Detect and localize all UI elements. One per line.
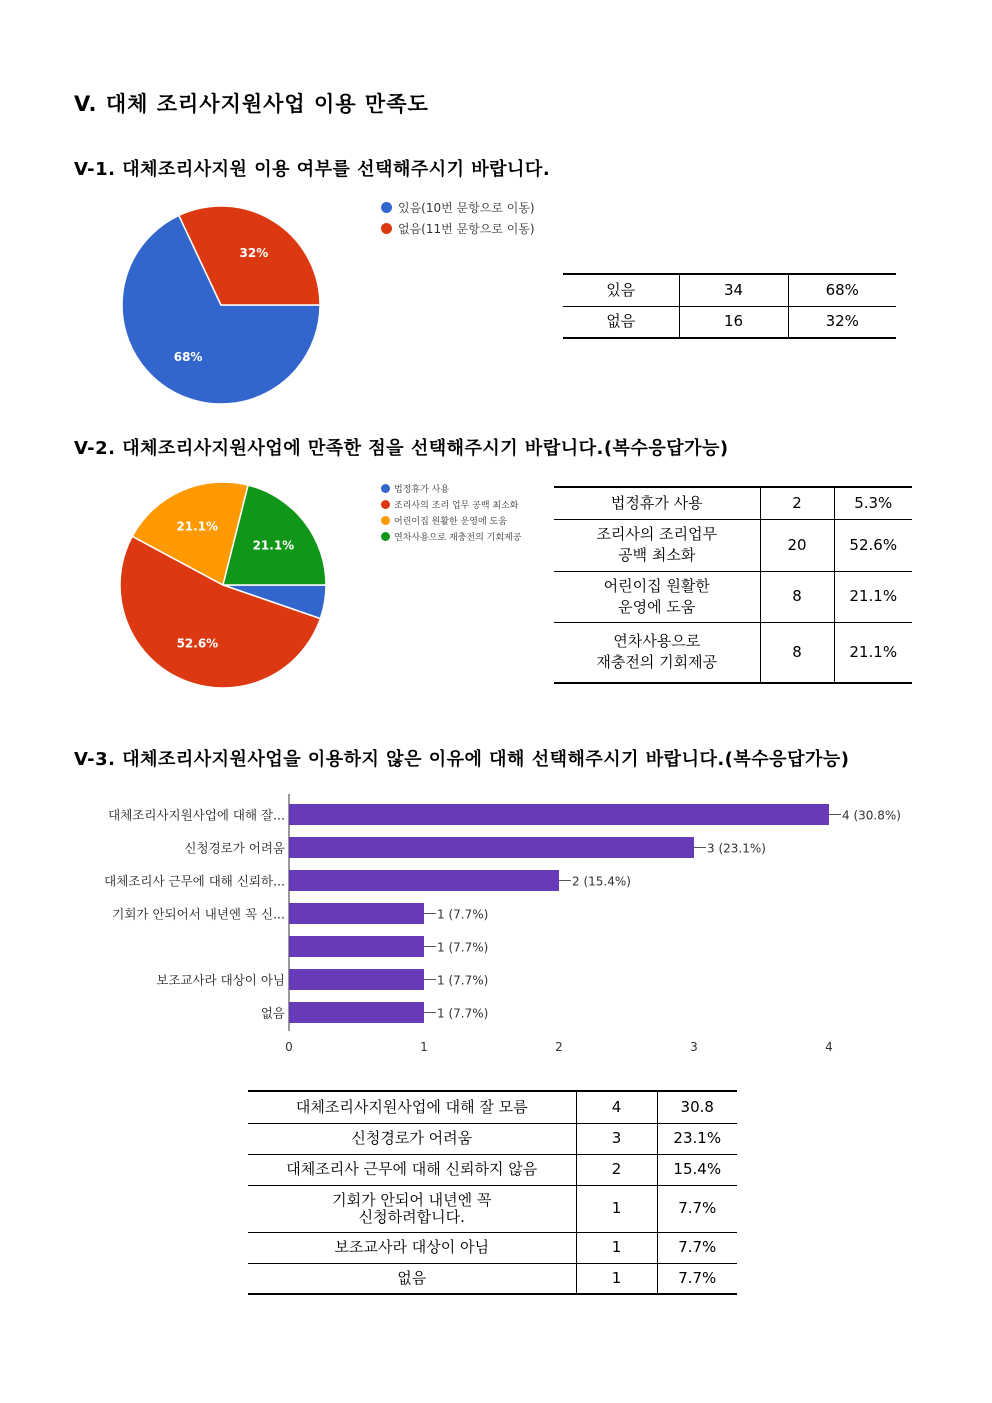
table-row	[563, 306, 896, 338]
table-row	[248, 1232, 737, 1263]
q3-data-label: 1 (7.7%)	[437, 907, 489, 922]
table-row	[248, 1091, 737, 1123]
table-cell: 1	[576, 1185, 657, 1232]
legend-dot-icon	[381, 532, 390, 541]
q2-heading: V-2. 대체조리사지원사업에 만족한 점을 선택해주시기 바랍니다.(복수응답가능)	[74, 438, 729, 459]
table-cell: 1	[576, 1232, 657, 1263]
q3-data-label: 4 (30.8%)	[842, 808, 901, 823]
q3-data-label: 1 (7.7%)	[437, 1006, 489, 1021]
q3-x-tick-label: 3	[690, 1040, 698, 1054]
table-cell: 68%	[788, 274, 896, 306]
q3-data-label: 2 (15.4%)	[572, 874, 631, 889]
table-row	[248, 1154, 737, 1185]
table-cell: 1	[576, 1263, 657, 1294]
q2-slice-label: 21.1%	[252, 538, 295, 553]
q1-slice-label: 68%	[173, 349, 203, 364]
table-cell: 21.1%	[834, 571, 912, 622]
legend-dot-icon	[381, 223, 392, 234]
table-cell: 30.8	[657, 1091, 737, 1123]
q1-legend	[381, 197, 535, 239]
q2-legend-item: 법정휴가 사용	[381, 480, 521, 496]
q3-bar	[289, 804, 829, 825]
table-cell: 7.7%	[657, 1185, 737, 1232]
table-row	[554, 571, 912, 622]
table-cell: 2	[576, 1154, 657, 1185]
q1-slice-label: 32%	[239, 246, 269, 261]
q2-table	[554, 486, 912, 684]
q3-bar	[289, 969, 424, 990]
q3-data-label: 1 (7.7%)	[437, 940, 489, 955]
table-row	[563, 274, 896, 306]
table-cell: 20	[760, 519, 834, 571]
q3-x-tick-label: 4	[825, 1040, 833, 1054]
table-row	[554, 622, 912, 683]
q1-table	[563, 273, 896, 339]
q2-legend-item: 연차사용으로 재충전의 기회제공	[381, 528, 521, 544]
table-cell: 신청경로가 어려움	[248, 1123, 576, 1154]
q1-legend-item-yes: 있음(10번 문항으로 이동)	[381, 197, 535, 218]
q3-x-tick-label: 0	[285, 1040, 293, 1054]
q3-category-label: 신청경로가 어려움	[184, 840, 285, 856]
table-cell: 대체조리사 근무에 대해 신뢰하지 않음	[248, 1154, 576, 1185]
table-cell: 있음	[563, 274, 679, 306]
table-cell: 52.6%	[834, 519, 912, 571]
table-cell: 어린이집 원활한 운영에 도움	[554, 571, 760, 622]
table-cell: 2	[760, 487, 834, 519]
q3-category-label: 대체조리사 근무에 대해 신뢰하...	[104, 873, 285, 889]
q3-category-label: 기회가 안되어서 내년엔 꼭 신...	[112, 906, 285, 922]
table-cell: 15.4%	[657, 1154, 737, 1185]
q3-category-label: 보조교사라 대상이 아님	[156, 972, 285, 988]
q3-heading: V-3. 대체조리사지원사업을 이용하지 않은 이유에 대해 선택해주시기 바랍니다.(복수응답가능)	[74, 749, 850, 770]
q3-x-tick-label: 1	[420, 1040, 428, 1054]
table-cell: 34	[679, 274, 788, 306]
q3-category-label: 대체조리사지원사업에 대해 잘...	[108, 807, 285, 823]
q1-heading: V-1. 대체조리사지원 이용 여부를 선택해주시기 바랍니다.	[74, 159, 551, 180]
legend-dot-icon	[381, 202, 392, 213]
table-row	[248, 1123, 737, 1154]
q3-bar	[289, 936, 424, 957]
section-title: V. 대체 조리사지원사업 이용 만족도	[74, 92, 429, 116]
q2-legend	[381, 480, 521, 544]
q3-bar	[289, 1002, 424, 1023]
table-cell: 보조교사라 대상이 아님	[248, 1232, 576, 1263]
q3-bar	[289, 870, 559, 891]
q2-pie-chart	[110, 480, 340, 695]
table-cell: 7.7%	[657, 1263, 737, 1294]
table-cell: 법정휴가 사용	[554, 487, 760, 519]
q3-x-tick-label: 2	[555, 1040, 563, 1054]
table-row	[248, 1263, 737, 1294]
legend-dot-icon	[381, 500, 390, 509]
table-cell: 23.1%	[657, 1123, 737, 1154]
q3-table	[248, 1090, 737, 1295]
q3-data-label: 1 (7.7%)	[437, 973, 489, 988]
table-cell: 3	[576, 1123, 657, 1154]
table-cell: 32%	[788, 306, 896, 338]
q2-legend-item: 조리사의 조리 업무 공백 최소화	[381, 496, 521, 512]
table-cell: 연차사용으로 재충전의 기회제공	[554, 622, 760, 683]
table-cell: 7.7%	[657, 1232, 737, 1263]
legend-dot-icon	[381, 484, 390, 493]
legend-dot-icon	[381, 516, 390, 525]
q3-bar	[289, 837, 694, 858]
table-cell: 16	[679, 306, 788, 338]
table-cell: 5.3%	[834, 487, 912, 519]
table-row	[248, 1185, 737, 1232]
q3-category-label: 없음	[260, 1005, 285, 1021]
table-cell: 21.1%	[834, 622, 912, 683]
table-cell: 없음	[248, 1263, 576, 1294]
table-cell: 기회가 안되어 내년엔 꼭 신청하려합니다.	[248, 1185, 576, 1232]
q2-legend-item: 어린이집 원활한 운영에 도움	[381, 512, 521, 528]
q3-data-label: 3 (23.1%)	[707, 841, 766, 856]
table-cell: 8	[760, 622, 834, 683]
q1-legend-item-no: 없음(11번 문항으로 이동)	[381, 218, 535, 239]
q3-bar-chart	[70, 790, 930, 1060]
q2-slice-label: 52.6%	[176, 636, 219, 651]
table-cell: 8	[760, 571, 834, 622]
q1-pie-chart	[110, 200, 340, 415]
table-cell: 4	[576, 1091, 657, 1123]
table-cell: 없음	[563, 306, 679, 338]
table-row	[554, 487, 912, 519]
table-cell: 대체조리사지원사업에 대해 잘 모름	[248, 1091, 576, 1123]
table-row	[554, 519, 912, 571]
q3-bar	[289, 903, 424, 924]
q2-slice-label: 21.1%	[176, 519, 219, 534]
table-cell: 조리사의 조리업무 공백 최소화	[554, 519, 760, 571]
